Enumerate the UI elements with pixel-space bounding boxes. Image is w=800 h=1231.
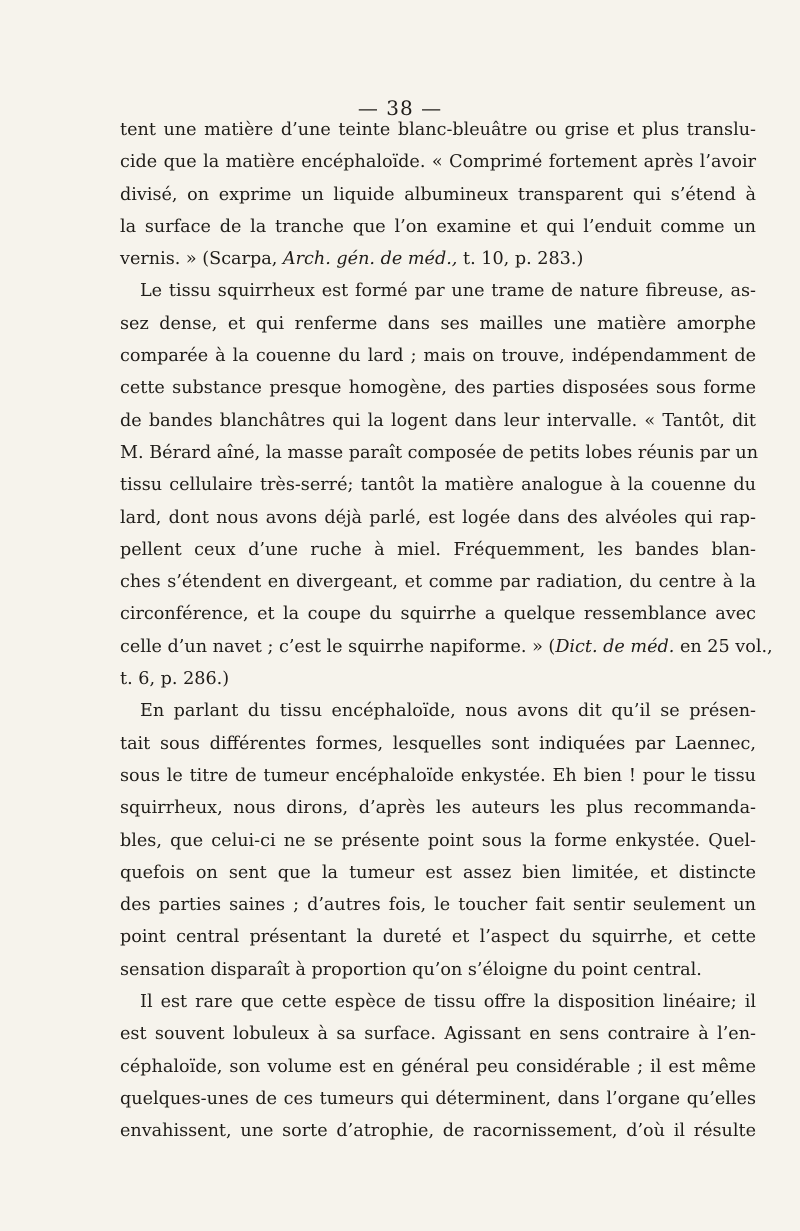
text-line <box>120 243 756 275</box>
text-line: des parties saines ; d’autres fois, le toucher fait sentir seulement un <box>120 895 756 916</box>
paragraph-start: Le tissu squirrheux est formé par une trame de nature fibreuse, as- <box>140 281 756 302</box>
text-line: tent une matière d’une teinte blanc-bleuâtre ou grise et plus translu- <box>120 120 756 140</box>
text-line: divisé, on exprime un liquide albumineux transparent qui s’étend à <box>120 184 756 205</box>
text-line: squirrheux, nous dirons, d’après les auteurs les plus recommanda- <box>120 798 756 819</box>
text-segment: vernis. » (Scarpa, <box>120 249 278 270</box>
text-line: comparée à la couenne du lard ; mais on trouve, indépendamment de <box>120 346 756 367</box>
text-line: sez dense, et qui renferme dans ses mailles une matière amorphe <box>120 313 756 334</box>
text-line: quefois on sent que la tumeur est assez bien limitée, et distincte <box>120 862 756 883</box>
text-line: circonférence, et la coupe du squirrhe a quelque ressemblance avec <box>120 604 756 625</box>
text-line: la surface de la tranche que l’on examine et qui l’enduit comme un <box>120 216 756 237</box>
text-line: pellent ceux d’une ruche à miel. Fréquemment, les bandes blan- <box>120 539 756 560</box>
page-number: — 38 — <box>357 96 443 120</box>
text-line: M. Bérard aîné, la masse paraît composée de petits lobes réunis par un <box>120 442 759 463</box>
text-line: point central présentant la dureté et l’aspect du squirrhe, et cette <box>120 927 756 948</box>
text-line: sensation disparaît à proportion qu’on s’éloigne du point central. <box>120 959 702 980</box>
body-text <box>120 114 773 1148</box>
text-line: céphaloïde, son volume est en général peu considérable ; il est même <box>120 1056 756 1077</box>
paragraph-start: En parlant du tissu encéphaloïde, nous avons dit qu’il se présen- <box>140 701 756 722</box>
text-segment: celle d’un navet ; c’est le squirrhe napiforme. » ( <box>120 636 556 657</box>
text-segment: t. 10, p. 283.) <box>463 249 584 270</box>
text-line: bles, que celui-ci ne se présente point sous la forme enkystée. Quel- <box>120 830 756 851</box>
text-line: lard, dont nous avons déjà parlé, est logée dans des alvéoles qui rap- <box>120 507 756 528</box>
text-line: t. 6, p. 286.) <box>120 669 230 690</box>
text-line: tissu cellulaire très-serré; tantôt la matière analogue à la couenne du <box>120 475 756 496</box>
text-line: quelques-unes de ces tumeurs qui déterminent, dans l’organe qu’elles <box>120 1088 756 1109</box>
text-line: est souvent lobuleux à sa surface. Agissant en sens contraire à l’en- <box>120 1024 756 1045</box>
text-line: sous le titre de tumeur encéphaloïde enkystée. Eh bien ! pour le tissu <box>120 765 756 786</box>
text-line: envahissent, une sorte d’atrophie, de racornissement, d’où il résulte <box>120 1121 756 1142</box>
text-line: tait sous différentes formes, lesquelles sont indiquées par Laennec, <box>120 733 756 754</box>
citation-title: Dict. de méd. <box>555 636 675 657</box>
text-line: ches s’étendent en divergeant, et comme par radiation, du centre à la <box>120 572 756 593</box>
text-line: de bandes blanchâtres qui la logent dans leur intervalle. « Tantôt, dit <box>120 410 756 431</box>
text-line <box>120 631 773 663</box>
text-line: cette substance presque homogène, des parties disposées sous forme <box>120 378 756 399</box>
paragraph-start: Il est rare que cette espèce de tissu offre la disposition linéaire; il <box>140 992 756 1013</box>
text-segment: en 25 vol., <box>679 636 773 657</box>
citation-title: Arch. gén. de méd., <box>282 249 458 270</box>
text-line: cide que la matière encéphaloïde. « Comprimé fortement après l’avoir <box>120 152 756 173</box>
